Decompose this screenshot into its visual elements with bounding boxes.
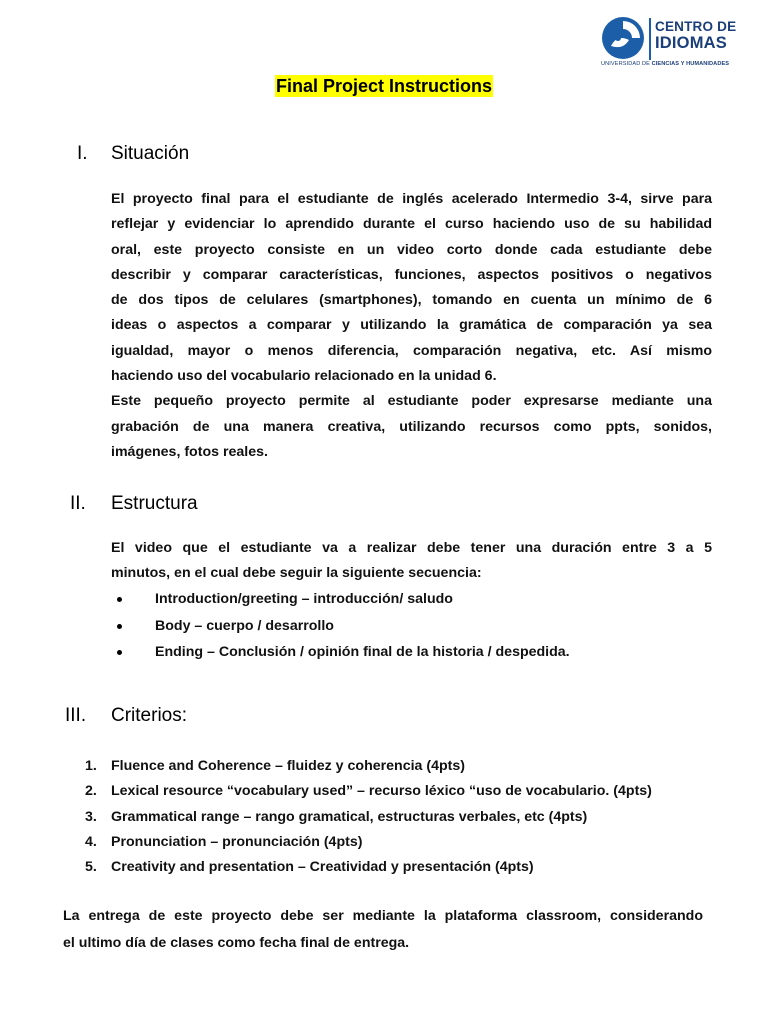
list-item	[85, 830, 745, 855]
closing-paragraph	[63, 903, 703, 956]
paragraph-line: grabación de una manera creativa, utilizando recursos como ppts, sonidos,	[111, 418, 712, 435]
list-item-text: Lexical resource “vocabulary used” – recurso léxico “uso de vocabulario. (4pts)	[111, 783, 652, 800]
structure-bullet-list	[117, 586, 717, 666]
list-item-text: Fluence and Coherence – fluidez y coherencia (4pts)	[111, 758, 465, 774]
list-item-text: Creativity and presentation – Creatividad y presentación (4pts)	[111, 859, 534, 876]
list-item	[85, 779, 745, 804]
list-item-number: 4.	[85, 833, 97, 850]
bullet-icon	[117, 597, 122, 602]
paragraph-line: el ultimo día de clases como fecha final de entrega.	[63, 934, 410, 951]
section-heading-criterios	[65, 705, 187, 727]
paragraph-line: El proyecto final para el estudiante de inglés acelerado Intermedio 3-4, sirve para	[111, 191, 712, 207]
paragraph-line: Este pequeño proyecto permite al estudiante poder expresarse mediante una	[111, 393, 712, 410]
list-item-number: 5.	[85, 859, 97, 876]
list-item-number: 1.	[85, 758, 97, 774]
logo-subtitle-prefix: UNIVERSIDAD DE	[601, 61, 652, 67]
list-item-text: Pronunciation – pronunciación (4pts)	[111, 833, 363, 850]
logo-subtitle	[601, 61, 729, 67]
bullet-icon	[117, 624, 122, 629]
estructura-paragraph	[111, 536, 712, 587]
paragraph-line: imágenes, fotos reales.	[111, 443, 268, 460]
list-item	[85, 805, 745, 830]
paragraph-line: ideas o aspectos a comparar y utilizando la gramática de comparación ya sea	[111, 317, 712, 334]
paragraph-line: minutos, en el cual debe seguir la siguiente secuencia:	[111, 565, 482, 582]
list-item-text: Introduction/greeting – introducción/ saludo	[155, 591, 453, 607]
section-number: II.	[70, 493, 86, 514]
list-item	[117, 639, 717, 666]
bullet-icon	[117, 650, 122, 655]
title-container	[0, 75, 768, 97]
list-item	[85, 754, 745, 779]
section-number: III.	[65, 705, 87, 726]
section-title: Criterios:	[111, 705, 188, 726]
section-heading-estructura	[70, 493, 198, 515]
list-item	[85, 855, 745, 880]
paragraph-line: igualdad, mayor o menos diferencia, comparación negativa, etc. Así mismo	[111, 342, 712, 359]
logo-subtitle-bold: CIENCIAS Y HUMANIDADES	[651, 61, 730, 67]
list-item-number: 3.	[85, 808, 97, 825]
paragraph-line: de dos tipos de celulares (smartphones), tomando en cuenta un mínimo de 6	[111, 292, 712, 309]
section-number: I.	[77, 143, 88, 164]
paragraph-line: oral, este proyecto consiste en un video corto donde cada estudiante debe	[111, 241, 712, 258]
list-item-number: 2.	[85, 783, 97, 800]
list-item	[117, 613, 717, 640]
list-item-text: Grammatical range – rango gramatical, estructuras verbales, etc (4pts)	[111, 808, 588, 825]
criteria-list	[85, 754, 745, 880]
logo-line-2: IDIOMAS	[655, 34, 727, 52]
logo-line-1: CENTRO DE	[655, 19, 737, 34]
section-title: Estructura	[111, 493, 198, 514]
paragraph-line: reflejar y evidenciar lo aprendido durante el curso haciendo uso de su habilidad	[111, 216, 712, 233]
list-item-text: Ending – Conclusión / opinión final de la historia / despedida.	[155, 644, 570, 660]
paragraph-line: haciendo uso del vocabulario relacionado en la unidad 6.	[111, 368, 497, 385]
section-heading-situacion	[77, 143, 189, 165]
situacion-paragraph	[111, 187, 712, 465]
logo-emblem-icon	[601, 16, 645, 60]
paragraph-line: La entrega de este proyecto debe ser mediante la plataforma classroom, considerando	[63, 908, 703, 924]
university-logo	[599, 14, 739, 70]
logo-divider	[649, 18, 651, 60]
paragraph-line: El video que el estudiante va a realizar debe tener una duración entre 3 a 5	[111, 540, 712, 556]
section-title: Situación	[111, 143, 190, 164]
paragraph-line: describir y comparar características, funciones, aspectos positivos o negativos	[111, 266, 712, 283]
list-item	[117, 586, 717, 613]
page-title: Final Project Instructions	[275, 76, 493, 96]
list-item-text: Body – cuerpo / desarrollo	[155, 617, 334, 634]
